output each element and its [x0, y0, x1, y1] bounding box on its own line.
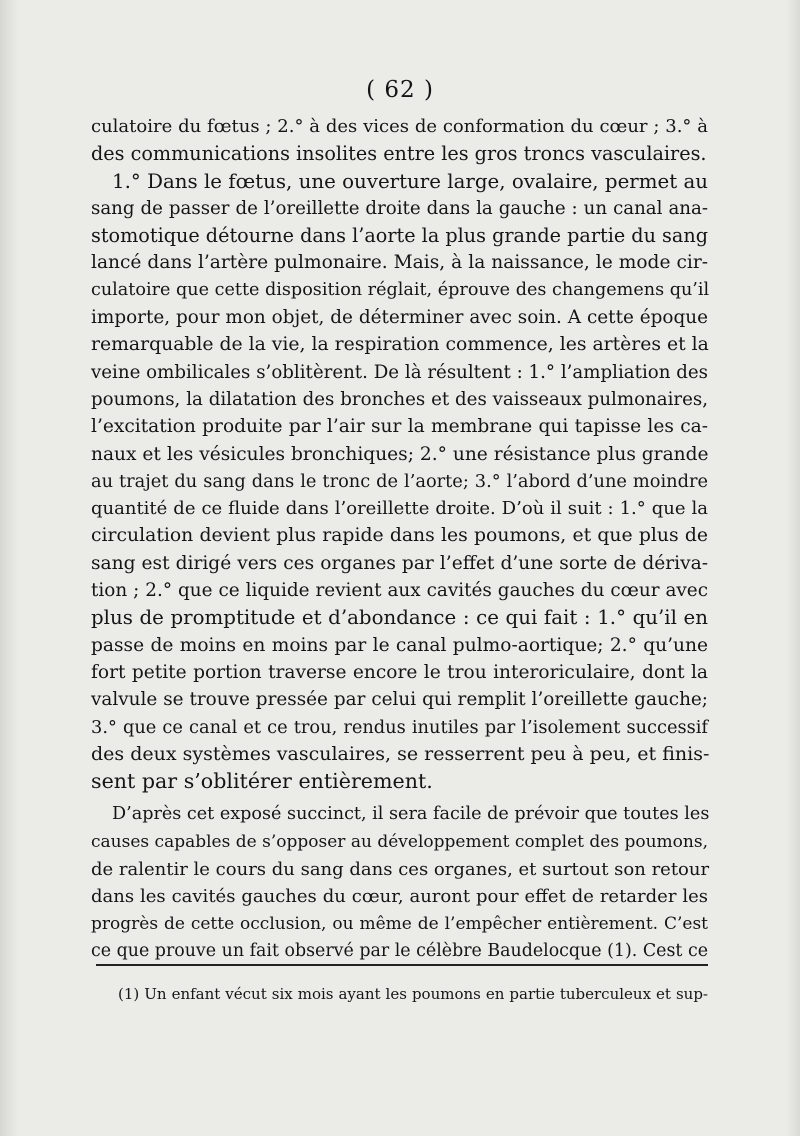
text-line: des communications insolites entre les gros troncs vasculaires. — [91, 142, 707, 166]
text-line: stomotique détourne dans l’aorte la plus grande partie du sang — [91, 224, 708, 248]
text-line: fort petite portion traverse encore le trou interoriculaire, dont la — [91, 661, 708, 683]
text-line: l’excitation produite par l’air sur la membrane qui tapisse les ca- — [91, 416, 708, 438]
paragraph-start-line: 1.° Dans le fœtus, une ouverture large, ovalaire, permet au — [112, 169, 708, 193]
text-line: dans les cavités gauches du cœur, auront pour effet de retarder les — [91, 886, 708, 908]
text-line: plus de promptitude et d’abondance : ce qui fait : 1.° qu’il en — [91, 606, 708, 630]
text-line: sang de passer de l’oreillette droite dans la gauche : un canal ana- — [91, 197, 708, 219]
footnote-separator-rule — [96, 964, 708, 966]
body-text — [91, 113, 708, 965]
text-line: passe de moins en moins par le canal pulmo-aortique; 2.° qu’une — [91, 634, 708, 656]
text-line: des deux systèmes vasculaires, se resserrent peu à peu, et finis- — [91, 742, 710, 765]
footnote: (1) Un enfant vécut six mois ayant les poumons en partie tuberculeux et sup- — [118, 985, 708, 1003]
page-edge-shadow-right — [786, 0, 800, 1136]
text-line: ce que prouve un fait observé par le célèbre Baudelocque (1). Cest ce — [91, 940, 708, 961]
page-edge-shadow-left — [0, 0, 18, 1136]
text-line: quantité de ce fluide dans l’oreillette droite. D’où il suit : 1.° que la — [91, 498, 708, 520]
text-line: naux et les vésicules bronchiques; 2.° une résistance plus grande — [91, 443, 709, 465]
text-line: 3.° que ce canal et ce trou, rendus inutiles par l’isolement successif — [91, 716, 708, 738]
text-line: au trajet du sang dans le tronc de l’aorte; 3.° l’abord d’une moindre — [91, 470, 708, 492]
text-line: culatoire du fœtus ; 2.° à des vices de conformation du cœur ; 3.° à — [91, 116, 708, 137]
text-line: tion ; 2.° que ce liquide revient aux cavités gauches du cœur avec — [91, 580, 708, 602]
text-line: remarquable de la vie, la respiration commence, les artères et la — [91, 334, 709, 356]
text-line: causes capables de s’opposer au développement complet des poumons, — [91, 831, 708, 852]
text-line: progrès de cette occlusion, ou même de l’empêcher entièrement. C’est — [91, 913, 708, 934]
text-line: veine ombilicales s’oblitèrent. De là résultent : 1.° l’ampliation des — [91, 361, 708, 383]
text-line: poumons, la dilatation des bronches et des vaisseaux pulmonaires, — [91, 388, 708, 410]
text-line: lancé dans l’artère pulmonaire. Mais, à la naissance, le mode cir- — [91, 252, 708, 274]
text-line: valvule se trouve pressée par celui qui remplit l’oreillette gauche; — [91, 689, 708, 711]
text-line: de ralentir le cours du sang dans ces organes, et surtout son retour — [91, 859, 710, 881]
paragraph-start-line: D’après cet exposé succinct, il sera facile de prévoir que toutes les — [112, 804, 710, 825]
text-line: circulation devient plus rapide dans les poumons, et que plus de — [91, 525, 708, 547]
page-number: ( 62 ) — [366, 77, 434, 103]
text-line: sang est dirigé vers ces organes par l’effet d’une sorte de dériva- — [91, 552, 708, 574]
text-line: importe, pour mon objet, de déterminer avec soin. A cette époque — [91, 307, 708, 329]
text-line: sent par s’oblitérer entièrement. — [91, 769, 433, 794]
text-line: culatoire que cette disposition réglait, éprouve des changemens qu’il — [91, 279, 710, 300]
